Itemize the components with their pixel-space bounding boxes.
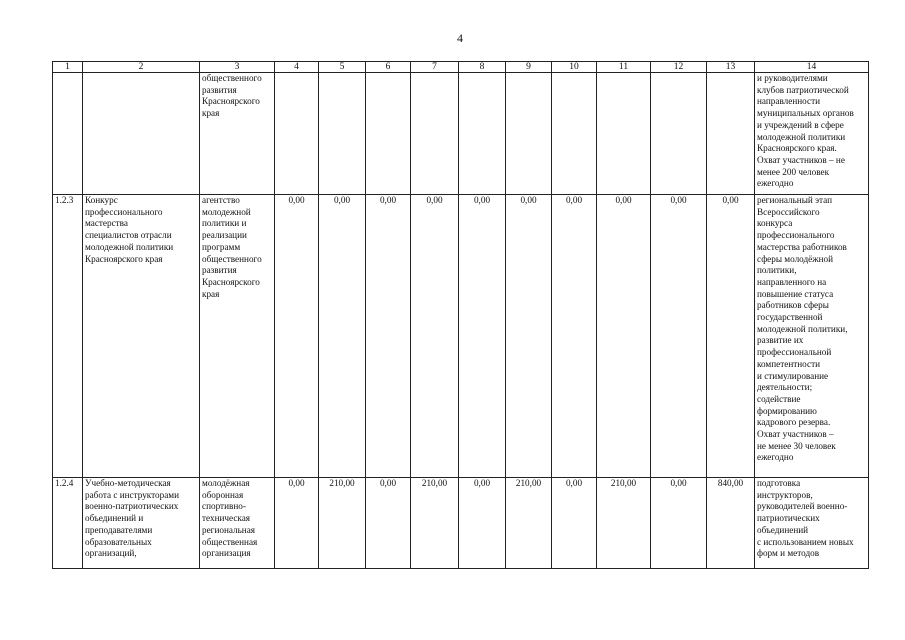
amount-cell: 0,00: [651, 478, 707, 569]
column-header: 7: [411, 62, 459, 73]
amount-cell: 0,00: [707, 195, 755, 478]
amount-cell: [506, 73, 552, 195]
table-row: [53, 478, 869, 569]
column-header: 4: [275, 62, 319, 73]
column-header: 1: [53, 62, 83, 73]
amount-cell: 210,00: [597, 478, 651, 569]
amount-cell: [651, 73, 707, 195]
column-number-row: [53, 62, 869, 73]
column-header: 2: [83, 62, 200, 73]
activity-name: [83, 73, 200, 195]
amount-cell: 0,00: [459, 195, 506, 478]
amount-cell: 210,00: [411, 478, 459, 569]
table-row: [53, 73, 869, 195]
column-header: 6: [366, 62, 411, 73]
amount-cell: 0,00: [506, 195, 552, 478]
amount-cell: 210,00: [506, 478, 552, 569]
amount-cell: 0,00: [366, 195, 411, 478]
activity-name: Конкурс профессионального мастерства специалистов отрасли молодежной политики Красноярского края: [83, 195, 200, 478]
column-header: 8: [459, 62, 506, 73]
amount-cell: [411, 73, 459, 195]
column-header: 13: [707, 62, 755, 73]
amount-cell: [366, 73, 411, 195]
responsible-executor: агентство молодежной политики и реализации программ общественного развития Красноярского края: [200, 195, 275, 478]
column-header: 3: [200, 62, 275, 73]
amount-cell: [597, 73, 651, 195]
amount-cell: 0,00: [552, 478, 597, 569]
amount-cell: [552, 73, 597, 195]
amount-cell: [707, 73, 755, 195]
page-number: 4: [457, 31, 463, 45]
amount-cell: 0,00: [651, 195, 707, 478]
column-header: 11: [597, 62, 651, 73]
column-header: 14: [755, 62, 869, 73]
amount-cell: 0,00: [411, 195, 459, 478]
amount-cell: 0,00: [275, 478, 319, 569]
table-row: [53, 195, 869, 478]
column-header: 10: [552, 62, 597, 73]
activity-name: Учебно-методическая работа с инструкторами военно-патриотических объединений и преподавателями образовательных организаций,: [83, 478, 200, 569]
amount-cell: [459, 73, 506, 195]
responsible-executor: общественного развития Красноярского края: [200, 73, 275, 195]
row-number: [53, 73, 83, 195]
program-activities-table: [52, 61, 869, 569]
amount-cell: [275, 73, 319, 195]
column-header: 5: [319, 62, 366, 73]
amount-cell: 0,00: [459, 478, 506, 569]
amount-cell: 0,00: [319, 195, 366, 478]
amount-cell: 210,00: [319, 478, 366, 569]
column-header: 12: [651, 62, 707, 73]
expected-result: подготовка инструкторов, руководителей военно- патриотических объединений с использованием новых форм и методов: [755, 478, 869, 569]
expected-result: региональный этап Всероссийского конкурса профессионального мастерства работников сферы молодёжной политики, направленного на повышение статуса работников сферы государственной молодежной политики, развитие их профессиональной компетентности и стимулирование деятельности; содействие формированию кадрового резерва. Охват участников – не менее 30 человек ежегодно: [755, 195, 869, 478]
column-header: 9: [506, 62, 552, 73]
amount-cell: 840,00: [707, 478, 755, 569]
amount-cell: [319, 73, 366, 195]
responsible-executor: молодёжная оборонная спортивно- техническая региональная общественная организация: [200, 478, 275, 569]
amount-cell: 0,00: [275, 195, 319, 478]
amount-cell: 0,00: [366, 478, 411, 569]
row-number: 1.2.3: [53, 195, 83, 478]
row-number: 1.2.4: [53, 478, 83, 569]
amount-cell: 0,00: [552, 195, 597, 478]
expected-result: и руководителями клубов патриотической направленности муниципальных органов и учреждений в сфере молодежной политики Красноярского края. Охват участников – не менее 200 человек ежегодно: [755, 73, 869, 195]
amount-cell: 0,00: [597, 195, 651, 478]
